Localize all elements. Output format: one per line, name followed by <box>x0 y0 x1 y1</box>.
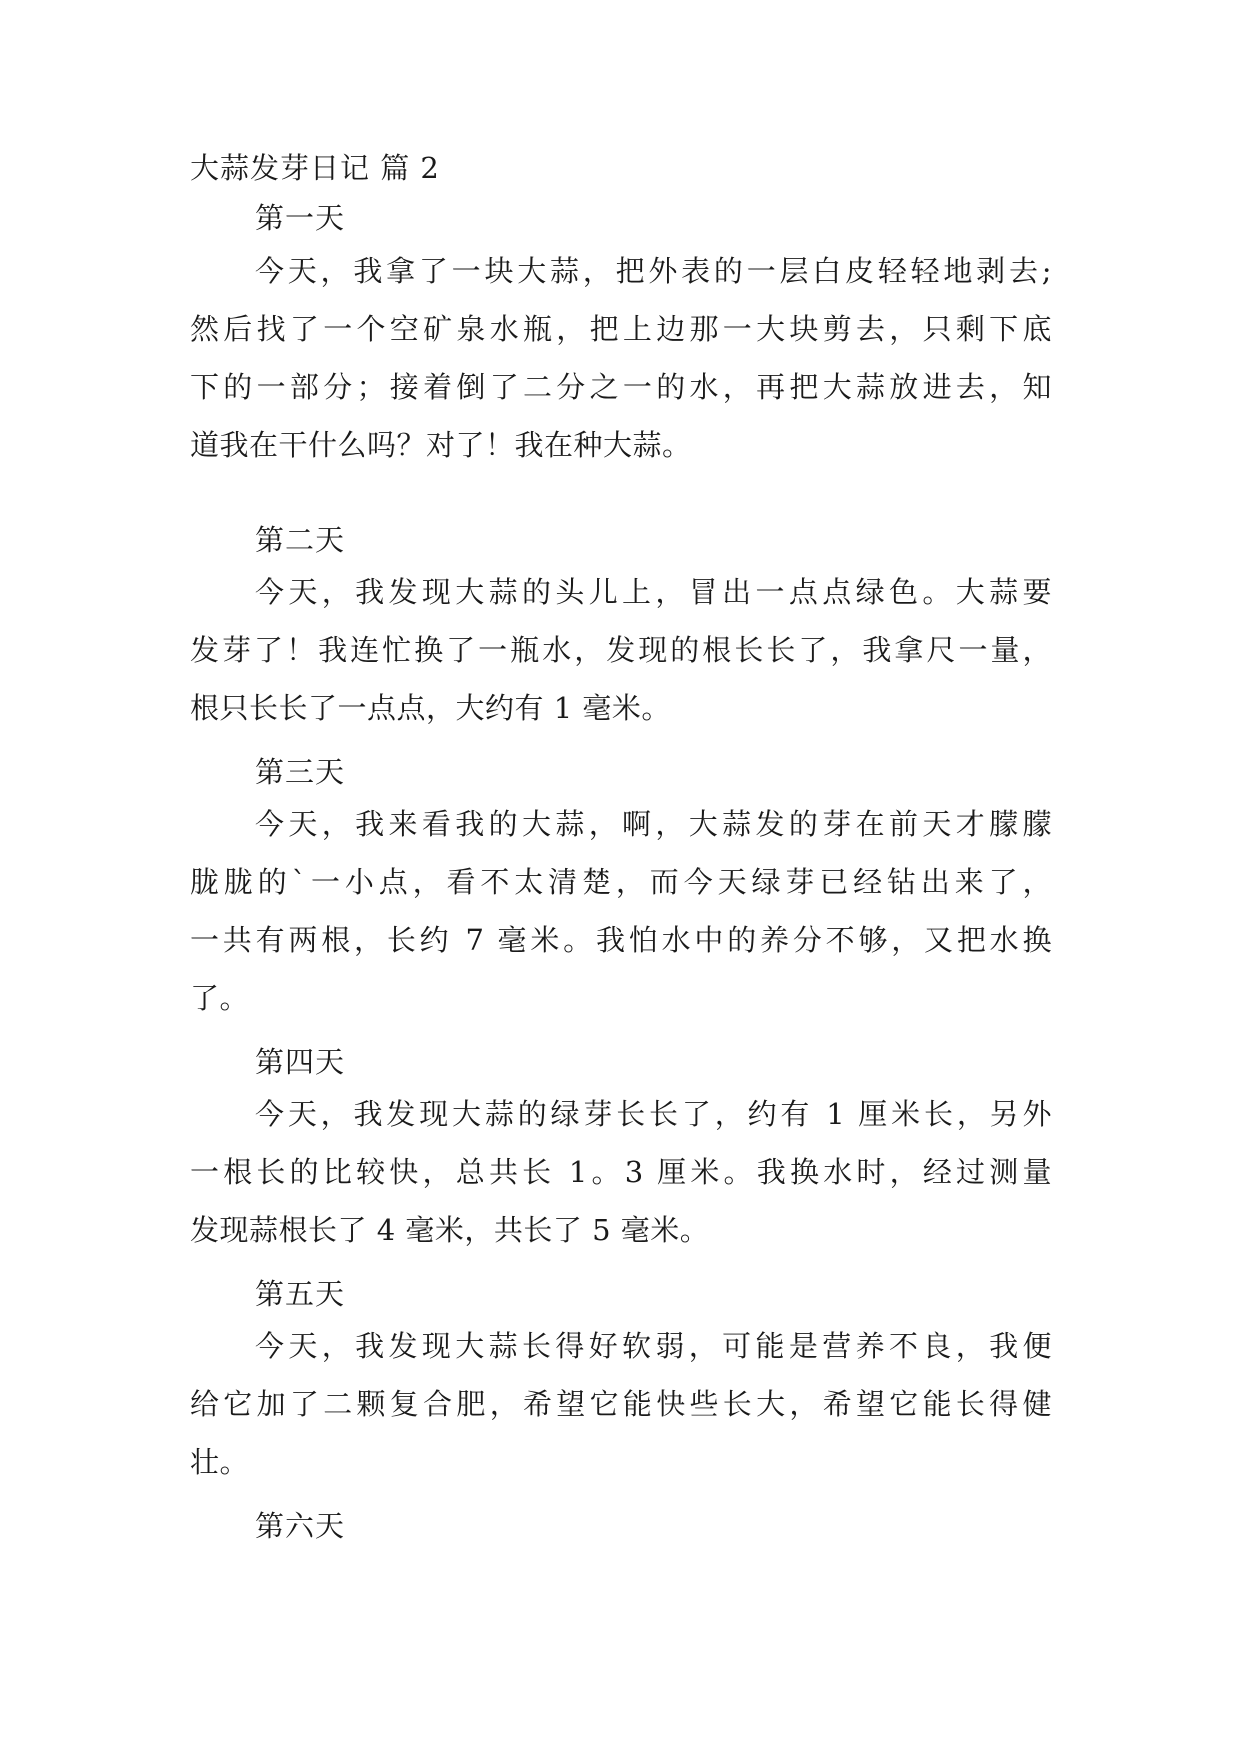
paragraph-line: 给它加了二颗复合肥，希望它能快些长大，希望它能长得健 <box>190 1387 1052 1421</box>
day-heading-3: 第三天 <box>255 755 346 789</box>
paragraph-line: 胧胧的`一小点，看不太清楚，而今天绿芽已经钻出来了， <box>190 865 1052 899</box>
day-paragraph-2 <box>190 563 1052 737</box>
paragraph-line: 今天，我发现大蒜的绿芽长长了，约有 1 厘米长，另外 <box>255 1097 1052 1131</box>
day-paragraph-3 <box>190 795 1052 1027</box>
paragraph-line: 今天，我来看我的大蒜，啊，大蒜发的芽在前天才朦朦 <box>255 807 1052 841</box>
paragraph-line: 发芽了！我连忙换了一瓶水，发现的根长长了，我拿尺一量， <box>190 633 1052 667</box>
paragraph-line: 壮。 <box>190 1445 250 1479</box>
day-paragraph-4 <box>190 1085 1052 1259</box>
paragraph-line: 下的一部分；接着倒了二分之一的水，再把大蒜放进去，知 <box>190 370 1052 404</box>
day-heading-1: 第一天 <box>255 201 346 235</box>
day-heading-6: 第六天 <box>255 1509 346 1543</box>
day-heading-2: 第二天 <box>255 523 346 557</box>
paragraph-line: 一根长的比较快，总共长 1。3 厘米。我换水时，经过测量 <box>190 1155 1052 1189</box>
paragraph-line: 根只长长了一点点，大约有 1 毫米。 <box>190 691 671 725</box>
day-paragraph-5 <box>190 1317 1052 1491</box>
paragraph-line: 发现蒜根长了 4 毫米，共长了 5 毫米。 <box>190 1213 710 1247</box>
day-heading-4: 第四天 <box>255 1045 346 1079</box>
paragraph-line: 了。 <box>190 981 250 1015</box>
document-title: 大蒜发芽日记 篇 2 <box>190 151 440 185</box>
paragraph-line: 今天，我发现大蒜长得好软弱，可能是营养不良，我便 <box>255 1329 1052 1363</box>
paragraph-line: 今天，我发现大蒜的头儿上，冒出一点点绿色。大蒜要 <box>255 575 1052 609</box>
paragraph-line: 今天，我拿了一块大蒜，把外表的一层白皮轻轻地剥去; <box>255 254 1052 288</box>
day-paragraph-1 <box>190 242 1052 474</box>
day-heading-5: 第五天 <box>255 1277 346 1311</box>
paragraph-line: 一共有两根，长约 7 毫米。我怕水中的养分不够，又把水换 <box>190 923 1052 957</box>
paragraph-line: 道我在干什么吗？对了！我在种大蒜。 <box>190 428 692 462</box>
paragraph-line: 然后找了一个空矿泉水瓶，把上边那一大块剪去，只剩下底 <box>190 312 1052 346</box>
